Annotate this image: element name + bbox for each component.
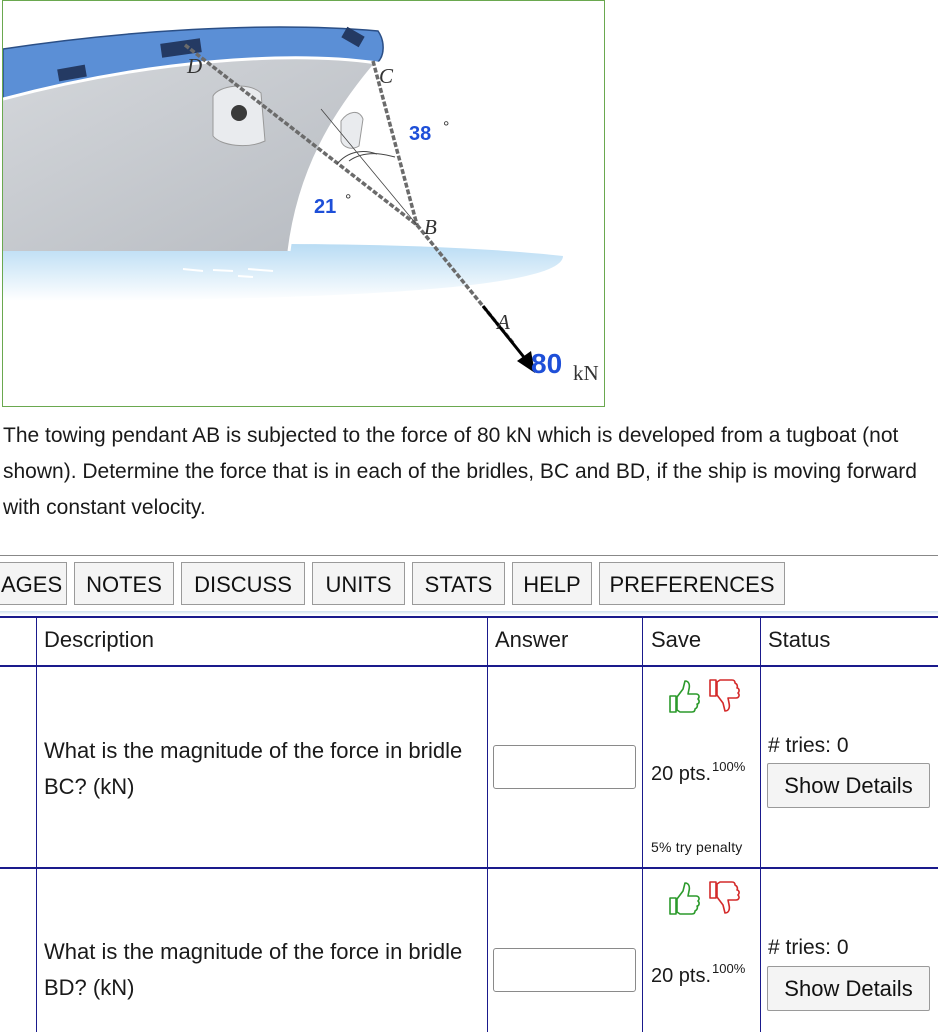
answer-input[interactable]	[493, 745, 636, 789]
header-save: Save	[651, 627, 702, 652]
label-b: B	[424, 215, 437, 239]
tab-pages[interactable]: AGES	[0, 562, 67, 605]
tries-count: # tries: 0	[768, 936, 849, 959]
tries-count: # tries: 0	[768, 734, 849, 757]
col-divider-3	[642, 616, 643, 1032]
header-description: Description	[44, 627, 155, 652]
answer-input[interactable]	[493, 948, 636, 992]
col-divider-2	[487, 616, 488, 1032]
tab-preferences[interactable]: PREFERENCES	[599, 562, 785, 605]
label-d: D	[187, 54, 203, 78]
question-text: What is the magnitude of the force in bridle BD? (kN)	[44, 939, 463, 1000]
angle-21-value: 21	[314, 196, 337, 218]
feedback-thumbs	[664, 878, 744, 918]
points-percent: 100%	[712, 759, 746, 774]
thumbs-up-icon[interactable]	[670, 681, 699, 712]
table-border-top	[0, 616, 938, 618]
angle-21-degree: °	[345, 192, 352, 209]
header-divider	[0, 665, 938, 667]
thumbs-down-icon[interactable]	[710, 680, 739, 711]
show-details-button[interactable]: Show Details	[767, 763, 930, 808]
tab-help[interactable]: HELP	[512, 562, 592, 605]
force-unit: kN	[573, 361, 599, 385]
try-penalty: 5% try penalty	[651, 839, 743, 855]
angle-arc-38	[349, 154, 395, 161]
show-details-button[interactable]: Show Details	[767, 966, 930, 1011]
problem-statement: The towing pendant AB is subjected to the force of 80 kN which is developed from a tugboat (not shown). Determine the force that is in each of the bridles, BC and BD, if the ship is moving forward with constant velocity.	[3, 424, 917, 519]
thumbs-up-icon[interactable]	[670, 883, 699, 914]
tab-stats[interactable]: STATS	[412, 562, 505, 605]
points-value	[651, 759, 746, 786]
thumbs-down-icon[interactable]	[710, 882, 739, 913]
header-status: Status	[768, 627, 831, 652]
label-c: C	[379, 64, 394, 88]
feedback-thumbs	[664, 676, 744, 716]
question-table	[0, 616, 938, 1032]
points-value	[651, 961, 746, 988]
angle-38-degree: °	[443, 119, 450, 136]
points-label: 20 pts.	[651, 763, 712, 785]
label-a: A	[497, 310, 510, 334]
hawsepipe	[231, 105, 247, 121]
divider	[0, 555, 938, 556]
tab-units[interactable]: UNITS	[312, 562, 405, 605]
row-divider	[0, 867, 938, 869]
water	[3, 244, 563, 301]
col-divider-1	[36, 616, 37, 1032]
tab-bar-shadow	[0, 611, 938, 615]
header-answer: Answer	[495, 627, 569, 652]
question-text: What is the magnitude of the force in bridle BC? (kN)	[44, 738, 463, 799]
tab-discuss[interactable]: DISCUSS	[181, 562, 305, 605]
ship-towing-diagram	[3, 1, 604, 406]
points-label: 20 pts.	[651, 965, 712, 987]
tab-notes[interactable]: NOTES	[74, 562, 174, 605]
tab-bar	[0, 562, 938, 607]
anchor-2	[341, 112, 363, 148]
points-percent: 100%	[712, 961, 746, 976]
force-value: 80	[531, 348, 563, 379]
col-divider-4	[760, 616, 761, 1032]
angle-38-value: 38	[409, 123, 432, 145]
problem-figure	[2, 0, 605, 407]
